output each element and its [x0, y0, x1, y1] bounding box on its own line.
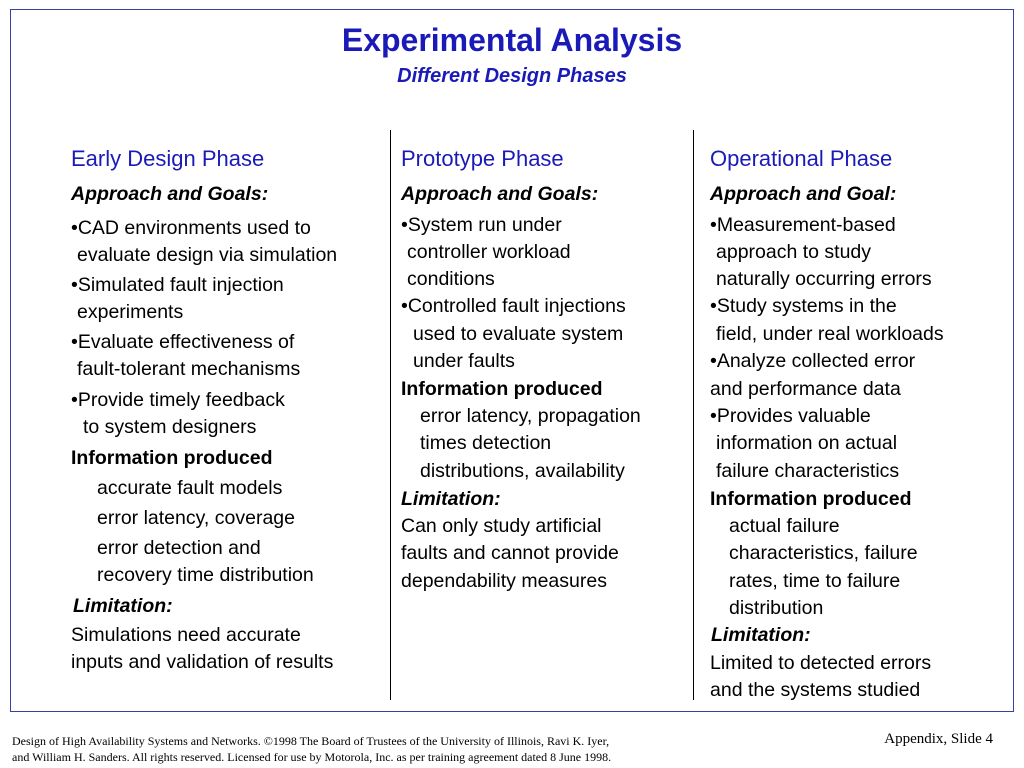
- text-line: to system designers: [83, 416, 257, 438]
- text-line: fault-tolerant mechanisms: [77, 358, 301, 380]
- text-line: •Study systems in the: [710, 295, 897, 317]
- slide-subtitle: Different Design Phases: [397, 65, 627, 87]
- text-line: •Evaluate effectiveness of: [71, 331, 295, 353]
- footer-line: Design of High Availability Systems and Networks. ©1998 The Board of Trustees of the University of Illinois, Ravi K. Iyer,: [12, 734, 610, 748]
- text-line: •Simulated fault injection: [71, 274, 284, 296]
- column-heading: Operational Phase: [710, 146, 893, 171]
- text-line: inputs and validation of results: [71, 651, 334, 673]
- text-line: failure characteristics: [716, 460, 900, 482]
- slide-number: Appendix, Slide 4: [884, 731, 993, 747]
- column-divider: [390, 130, 391, 700]
- text-line: times detection: [420, 432, 552, 454]
- text-line: •Measurement-based: [710, 214, 896, 236]
- text-line: used to evaluate system: [413, 323, 624, 345]
- text-line: •System run under: [401, 214, 562, 236]
- text-line: error detection and: [97, 537, 261, 559]
- section-label: Information produced: [401, 378, 603, 400]
- section-label: Approach and Goals:: [401, 183, 599, 205]
- text-line: rates, time to failure: [729, 570, 901, 592]
- section-label: Approach and Goals:: [71, 183, 269, 205]
- footer-copyright: [12, 733, 611, 765]
- text-line: •Provide timely feedback: [71, 389, 285, 411]
- text-line: experiments: [77, 301, 184, 323]
- text-line: distributions, availability: [420, 460, 625, 482]
- text-line: conditions: [407, 268, 495, 290]
- section-label: Approach and Goal:: [710, 183, 897, 205]
- text-line: distribution: [729, 597, 824, 619]
- text-line: •CAD environments used to: [71, 217, 311, 239]
- text-line: Limited to detected errors: [710, 652, 932, 674]
- text-line: Simulations need accurate: [71, 624, 301, 646]
- section-label: Information produced: [710, 488, 912, 510]
- section-label: Limitation:: [401, 488, 501, 510]
- section-label: Limitation:: [711, 624, 811, 646]
- text-line: field, under real workloads: [716, 323, 944, 345]
- text-line: information on actual: [716, 432, 898, 454]
- column-divider: [693, 130, 694, 700]
- text-line: characteristics, failure: [729, 542, 918, 564]
- section-label: Information produced: [71, 447, 273, 469]
- text-line: error latency, propagation: [420, 405, 641, 427]
- text-line: Can only study artificial: [401, 515, 602, 537]
- text-line: naturally occurring errors: [716, 268, 932, 290]
- text-line: •Controlled fault injections: [401, 295, 626, 317]
- column-heading: Prototype Phase: [401, 146, 564, 171]
- text-line: and performance data: [710, 378, 901, 400]
- text-line: error latency, coverage: [97, 507, 295, 529]
- text-line: dependability measures: [401, 570, 607, 592]
- text-line: and the systems studied: [710, 679, 921, 701]
- slide-title: Experimental Analysis: [341, 22, 683, 58]
- footer-line: and William H. Sanders. All rights reserved. Licensed for use by Motorola, Inc. as per training agreement dated 8 June 1998.: [12, 750, 612, 764]
- text-line: •Analyze collected error: [710, 350, 916, 372]
- text-line: evaluate design via simulation: [77, 244, 338, 266]
- text-line: accurate fault models: [97, 477, 283, 499]
- column-heading: Early Design Phase: [71, 146, 265, 171]
- text-line: faults and cannot provide: [401, 542, 619, 564]
- text-line: •Provides valuable: [710, 405, 871, 427]
- text-line: recovery time distribution: [97, 564, 314, 586]
- text-line: under faults: [413, 350, 515, 372]
- text-line: controller workload: [407, 241, 571, 263]
- text-line: actual failure: [729, 515, 840, 537]
- section-label: Limitation:: [73, 595, 173, 617]
- text-line: approach to study: [716, 241, 872, 263]
